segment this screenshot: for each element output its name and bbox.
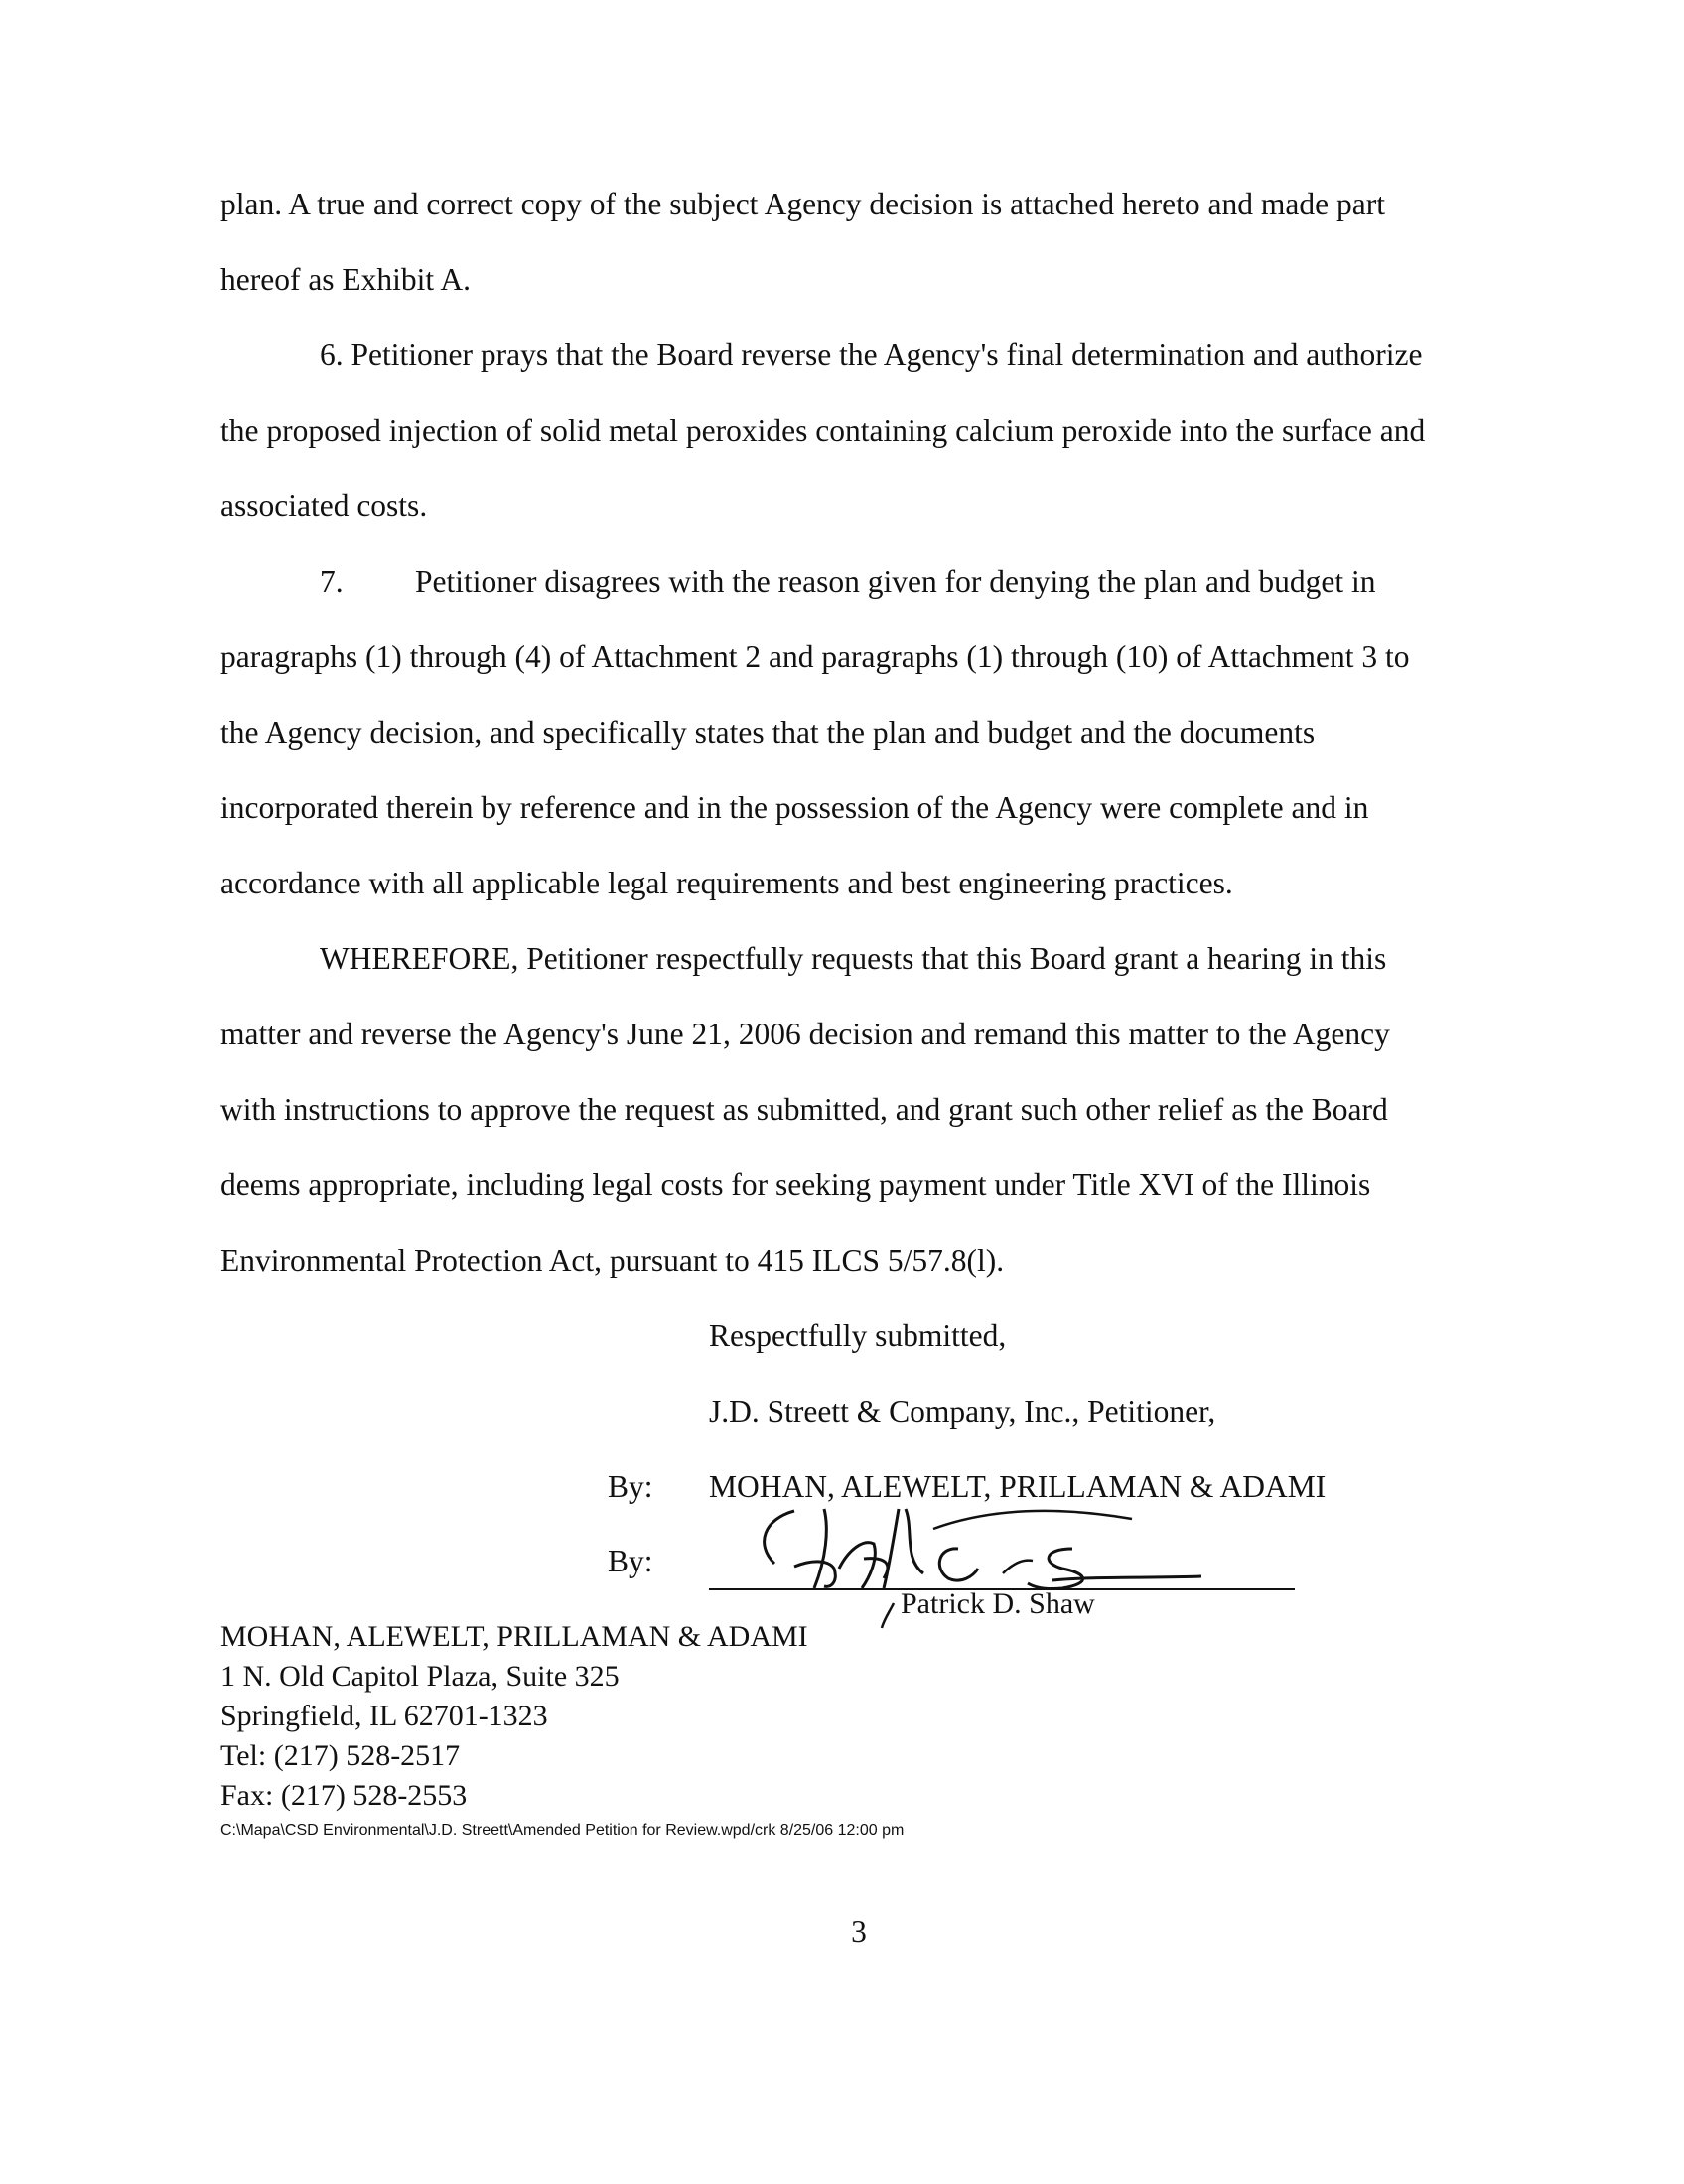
paragraph-7-line: Petitioner disagrees with the reason given for denying the plan and budget in [415, 564, 1376, 599]
address-street: 1 N. Old Capitol Plaza, Suite 325 [220, 1660, 620, 1693]
paragraph-6-line: the proposed injection of solid metal peroxides containing calcium peroxide into the surface and [220, 413, 1426, 448]
paragraph-7-number: 7. [320, 564, 344, 599]
body-line: hereof as Exhibit A. [220, 262, 471, 297]
closing-salutation: Respectfully submitted, [709, 1318, 1007, 1353]
address-phone: Tel: (217) 528-2517 [220, 1739, 461, 1772]
by-label: By: [608, 1544, 653, 1578]
wherefore-line: deems appropriate, including legal costs for seeking payment under Title XVI of the Illinois [220, 1167, 1371, 1202]
paragraph-7-line: incorporated therein by reference and in the possession of the Agency were complete and in [220, 790, 1369, 825]
wherefore-line: matter and reverse the Agency's June 21, 2006 decision and remand this matter to the Agency [220, 1017, 1390, 1051]
address-city: Springfield, IL 62701-1323 [220, 1700, 548, 1732]
paragraph-7-line: the Agency decision, and specifically states that the plan and budget and the documents [220, 715, 1316, 750]
paragraph-6-line: 6. Petitioner prays that the Board reverse the Agency's final determination and authorize [320, 338, 1423, 372]
firm-name: MOHAN, ALEWELT, PRILLAMAN & ADAMI [709, 1469, 1327, 1504]
page-number: 3 [851, 1914, 867, 1949]
address-firm: MOHAN, ALEWELT, PRILLAMAN & ADAMI [220, 1620, 808, 1653]
wherefore-line: WHEREFORE, Petitioner respectfully requests that this Board grant a hearing in this [320, 941, 1387, 976]
paragraph-7-line: paragraphs (1) through (4) of Attachment 2 and paragraphs (1) through (10) of Attachment 3 to [220, 639, 1410, 674]
handwritten-signature [735, 1489, 1201, 1638]
signer-name: Patrick D. Shaw [901, 1587, 1095, 1620]
wherefore-line: with instructions to approve the request as submitted, and grant such other relief as the Board [220, 1092, 1388, 1127]
file-path-footer: C:\Mapa\CSD Environmental\J.D. Streett\Amended Petition for Review.wpd/crk 8/25/06 12:00 pm [220, 1822, 905, 1839]
address-fax: Fax: (217) 528-2553 [220, 1779, 468, 1812]
wherefore-line: Environmental Protection Act, pursuant to 415 ILCS 5/57.8(l). [220, 1243, 1005, 1278]
body-line: plan. A true and correct copy of the subject Agency decision is attached hereto and made part [220, 187, 1385, 221]
paragraph-6-line: associated costs. [220, 488, 428, 523]
paragraph-7-line: accordance with all applicable legal requirements and best engineering practices. [220, 866, 1233, 900]
petitioner-name: J.D. Streett & Company, Inc., Petitioner, [709, 1394, 1216, 1429]
by-label: By: [608, 1469, 653, 1504]
